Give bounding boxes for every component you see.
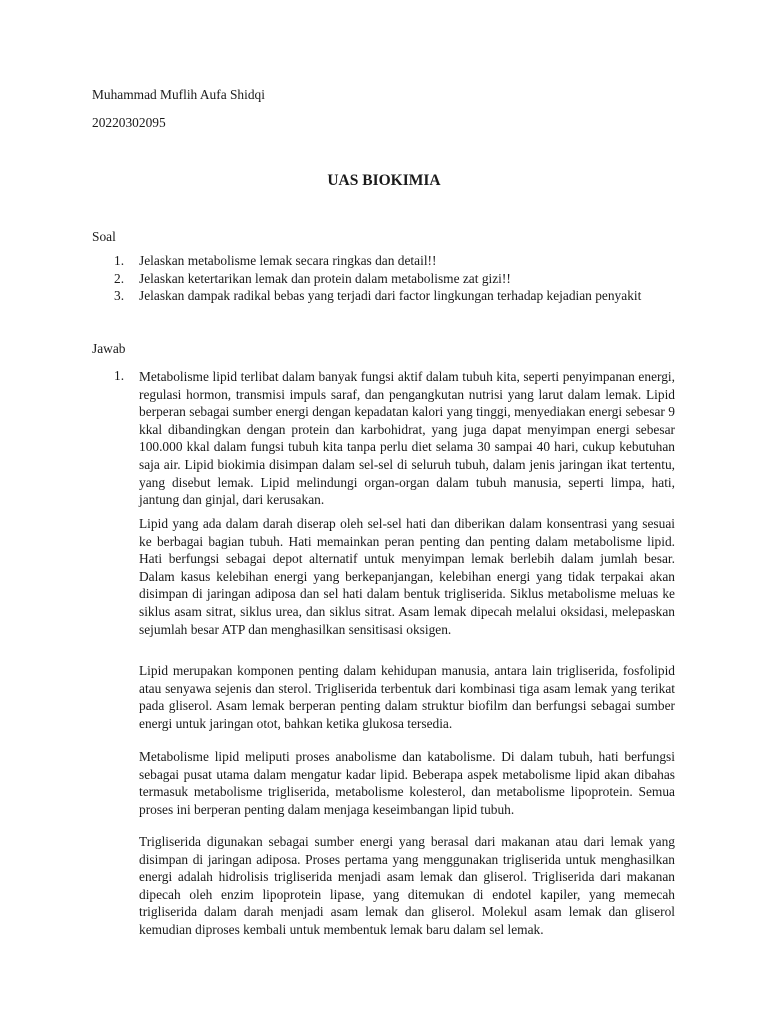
student-id: 20220302095 — [92, 115, 166, 130]
question-text: Jelaskan metabolisme lemak secara ringkas dan detail!! — [139, 253, 437, 268]
list-item — [92, 253, 692, 271]
question-number: 1. — [114, 253, 125, 268]
answer-paragraph: Lipid merupakan komponen penting dalam kehidupan manusia, antara lain trigliserida, fosfolipid atau senyawa sejenis dan sterol. Trigliserida terbentuk dari kombinasi tiga asam lemak yang terikat pada gliserol. Asam lemak berperan penting dalam struktur biofilm dan berfungsi sebagai sumber energi untuk jaringan otot, bahkan ketika glukosa tersedia. — [139, 663, 675, 731]
question-list — [92, 253, 692, 306]
jawab-heading: Jawab — [92, 341, 126, 356]
answer-paragraph: Lipid yang ada dalam darah diserap oleh sel-sel hati dan diberikan dalam konsentrasi yang sesuai ke berbagai bagian tubuh. Hati memainkan peran penting dan penting dalam metabolisme lipid. Hati berfungsi sebagai depot alternatif untuk menyimpan lemak berlebih dalam jumlah besar. Dalam kasus kelebihan energi yang berkepanjangan, kelebihan energi yang tidak terpakai akan disimpan di jaringan adiposa dan sel hati dalam bentuk trigliserida. Siklus metabolisme meluas ke siklus asam sitrat, siklus urea, dan siklus sitrat. Asam lemak dipecah melalui oksidasi, melepaskan sejumlah besar ATP dan menghasilkan sensitisasi oksigen. — [139, 516, 675, 637]
answer-number: 1. — [114, 368, 125, 383]
author-name: Muhammad Muflih Aufa Shidqi — [92, 87, 265, 102]
document-title: UAS BIOKIMIA — [327, 172, 441, 189]
answer-paragraph: Metabolisme lipid terlibat dalam banyak fungsi aktif dalam tubuh kita, seperti penyimpanan energi, regulasi hormon, transmisi impuls saraf, dan pengangkutan nutrisi yang larut dalam lemak. Lipid berperan sebagai sumber energi dengan kepadatan kalori yang tinggi, menyediakan energi sebesar 9 kkal dibandingkan dengan protein dan karbohidrat, yang juga dapat menyimpan energi sebesar 100.000 kkal dalam fungsi tubuh kita tanpa perlu diet selama 30 sampai 40 hari, cukup kebutuhan saja air. Lipid biokimia disimpan dalam sel-sel di seluruh tubuh, dalam jenis jaringan ikat tertentu, yang disebut lemak. Lipid melindungi organ-organ dalam tubuh manusia, seperti limpa, hati, jantung dan ginjal, dari kerusakan. — [139, 369, 675, 508]
answer-paragraph: Metabolisme lipid meliputi proses anabolisme dan katabolisme. Di dalam tubuh, hati berfungsi sebagai pusat utama dalam mengatur kadar lipid. Beberapa aspek metabolisme lipid akan dibahas termasuk metabolisme trigliserida, metabolisme kolesterol, dan metabolisme lipoprotein. Semua proses ini berperan penting dalam menjaga keseimbangan lipid tubuh. — [139, 749, 675, 817]
question-number: 3. — [114, 288, 125, 303]
list-item — [92, 288, 692, 306]
answer-paragraph: Trigliserida digunakan sebagai sumber energi yang berasal dari makanan atau dari lemak yang disimpan di jaringan adiposa. Proses pertama yang menggunakan trigliserida untuk menghasilkan energi adalah hidrolisis trigliserida menjadi asam lemak dan gliserol. Trigliserida dari makanan dipecah oleh enzim lipoprotein lipase, yang ditemukan di endotel kapiler, yang memecah trigliserida dalam darah menjadi asam lemak dan gliserol. Molekul asam lemak dan gliserol kemudian diproses kembali untuk membentuk lemak baru dalam sel lemak. — [139, 834, 675, 937]
question-text: Jelaskan dampak radikal bebas yang terjadi dari factor lingkungan terhadap kejadian penyakit — [139, 288, 642, 303]
question-number: 2. — [114, 270, 125, 286]
soal-heading: Soal — [92, 229, 116, 244]
list-item — [92, 271, 692, 289]
question-text: Jelaskan ketertarikan lemak dan protein dalam metabolisme zat gizi!! — [139, 270, 511, 286]
